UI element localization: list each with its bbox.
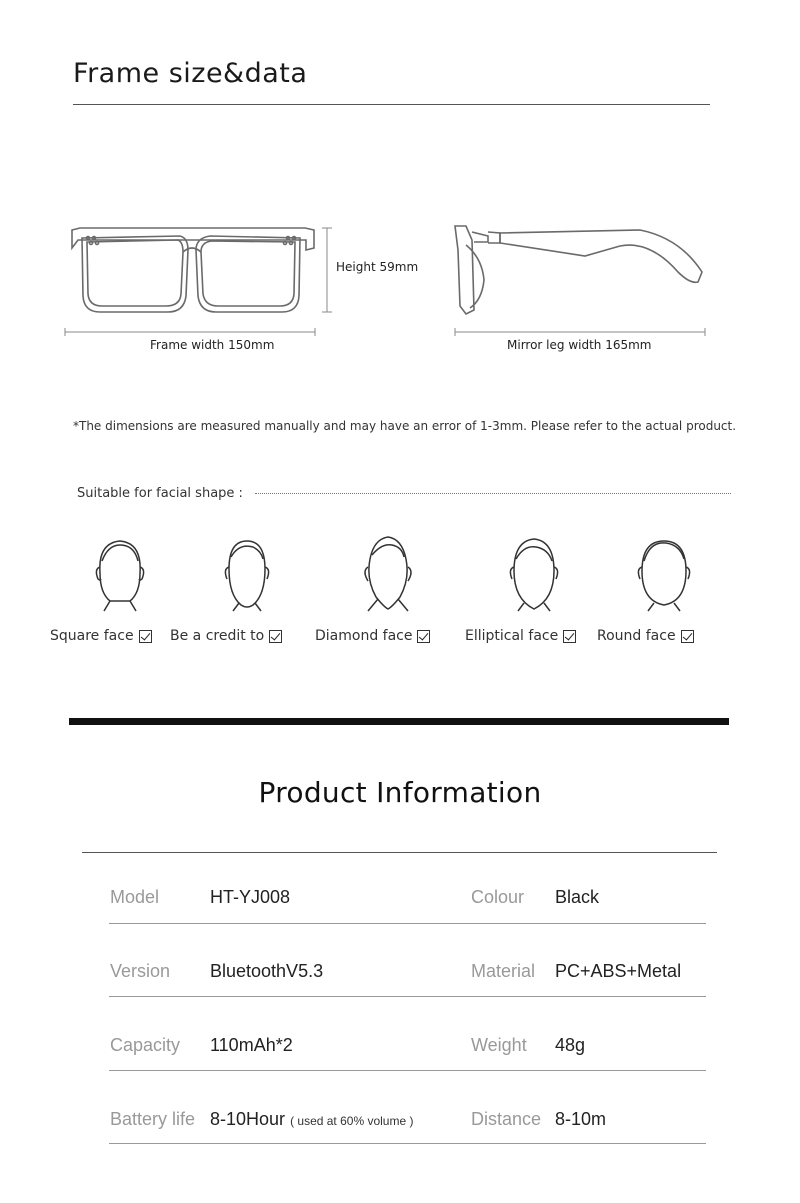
- leg-width-label: Mirror leg width 165mm: [507, 338, 652, 352]
- facial-shape-label: Suitable for facial shape :: [77, 486, 243, 501]
- face-caption-round: [597, 628, 694, 644]
- spec-label: Capacity: [110, 1035, 181, 1055]
- spec-value-note: ( used at 60% volume ): [290, 1114, 414, 1128]
- checkbox-checked-icon: [681, 630, 694, 643]
- spec-row: [109, 1070, 706, 1144]
- height-dimension: [322, 228, 332, 312]
- spec-value: HT-YJ008: [210, 887, 291, 907]
- spec-label: Weight: [471, 1035, 527, 1055]
- face-caption-text: Be a credit to: [170, 628, 265, 644]
- spec-value: 48g: [555, 1035, 586, 1055]
- spec-label: Distance: [471, 1109, 542, 1129]
- face-caption-diamond: [315, 628, 430, 644]
- frame-width-dimension: [65, 328, 315, 336]
- checkbox-checked-icon: [417, 630, 430, 643]
- spec-label: Battery life: [110, 1109, 196, 1129]
- measurement-note: *The dimensions are measured manually and may have an error of 1-3mm. Please refer to the actual product.: [73, 419, 737, 433]
- face-caption-credit: [170, 628, 282, 644]
- dotted-leader: [255, 493, 731, 494]
- frame-width-label: Frame width 150mm: [150, 338, 275, 352]
- spec-label: Colour: [471, 887, 525, 907]
- spec-row: [109, 997, 706, 1071]
- glasses-front-view: [72, 228, 314, 312]
- spec-value: Black: [555, 887, 600, 907]
- spec-value: 8-10m: [555, 1109, 607, 1129]
- glasses-diagram: [0, 200, 800, 350]
- credit-face-icon: [215, 533, 279, 613]
- face-caption-elliptical: [465, 628, 576, 644]
- face-caption-text: Diamond face: [315, 628, 413, 644]
- title-divider: [73, 104, 710, 105]
- checkbox-checked-icon: [139, 630, 152, 643]
- spec-label: Material: [471, 961, 536, 981]
- square-face-icon: [88, 533, 152, 613]
- glasses-side-view: [455, 226, 702, 314]
- spec-value: 110mAh*2: [210, 1035, 293, 1055]
- frame-section-title: Frame size&data: [73, 58, 308, 89]
- spec-value: [210, 1109, 413, 1130]
- spec-value-main: 8-10Hour: [210, 1109, 286, 1129]
- checkbox-checked-icon: [563, 630, 576, 643]
- spec-row: [109, 850, 706, 924]
- face-caption-text: Square face: [50, 628, 134, 644]
- round-face-icon: [632, 533, 696, 613]
- section-divider-bar: [69, 718, 729, 725]
- checkbox-checked-icon: [269, 630, 282, 643]
- elliptical-face-icon: [502, 533, 566, 613]
- face-caption-square: [50, 628, 152, 644]
- spec-value: PC+ABS+Metal: [555, 961, 682, 981]
- leg-width-dimension: [455, 328, 705, 336]
- height-label: Height 59mm: [336, 260, 419, 274]
- product-info-title: Product Information: [258, 776, 542, 809]
- face-caption-text: Elliptical face: [465, 628, 559, 644]
- spec-label: Version: [110, 961, 171, 981]
- diamond-face-icon: [356, 533, 420, 613]
- spec-row: [109, 923, 706, 997]
- face-caption-text: Round face: [597, 628, 676, 644]
- spec-label: Model: [110, 887, 160, 907]
- spec-value: BluetoothV5.3: [210, 961, 324, 981]
